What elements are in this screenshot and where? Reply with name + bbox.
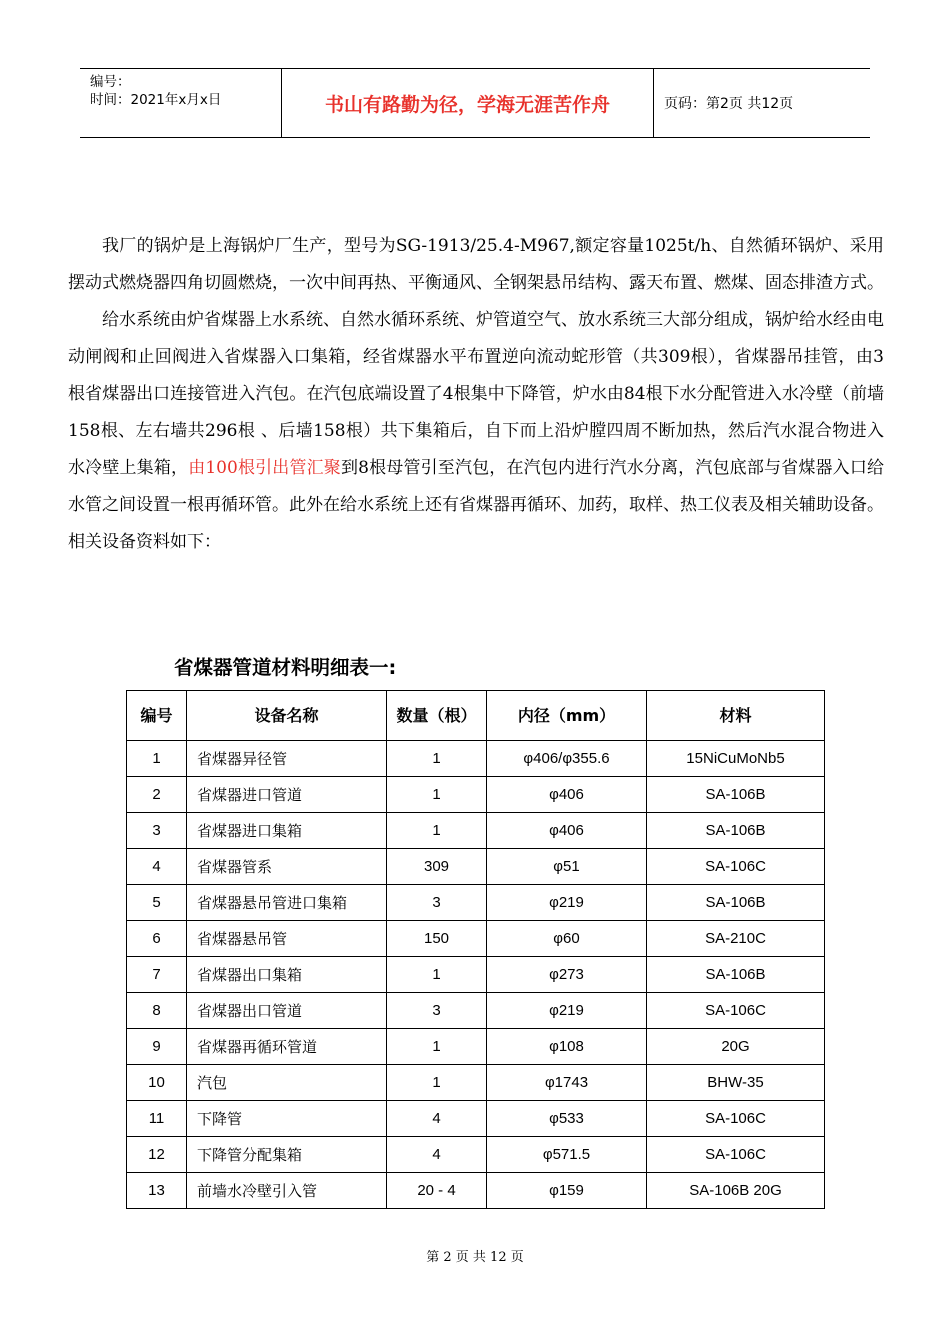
cell-quantity: 4 [387, 1137, 487, 1173]
table-row [127, 921, 825, 957]
cell-equipment-name: 下降管分配集箱 [187, 1137, 387, 1173]
cell-number: 7 [127, 957, 187, 993]
header-motto: 书山有路勤为径，学海无涯苦作舟 [282, 69, 654, 137]
table-row [127, 1065, 825, 1101]
cell-equipment-name: 下降管 [187, 1101, 387, 1137]
cell-equipment-name: 省煤器异径管 [187, 741, 387, 777]
time-label: 时间：2021年x月x日 [90, 92, 222, 108]
cell-material: 15NiCuMoNb5 [647, 741, 825, 777]
cell-material: SA-106B [647, 777, 825, 813]
cell-inner-diameter: φ406/φ355.6 [487, 741, 647, 777]
table-row [127, 813, 825, 849]
cell-equipment-name: 省煤器出口管道 [187, 993, 387, 1029]
paragraph-2-highlight: 由100根引出管汇聚 [188, 458, 341, 478]
table-title: 省煤器管道材料明细表一: [174, 656, 397, 679]
header-equipment-name: 设备名称 [187, 691, 387, 741]
table-row [127, 1173, 825, 1209]
header-inner-diameter: 内径（mm） [487, 691, 647, 741]
cell-number: 10 [127, 1065, 187, 1101]
cell-inner-diameter: φ219 [487, 993, 647, 1029]
cell-equipment-name: 省煤器悬吊管进口集箱 [187, 885, 387, 921]
table-row [127, 957, 825, 993]
header-material: 材料 [647, 691, 825, 741]
cell-equipment-name: 汽包 [187, 1065, 387, 1101]
cell-inner-diameter: φ108 [487, 1029, 647, 1065]
cell-inner-diameter: φ51 [487, 849, 647, 885]
cell-number: 11 [127, 1101, 187, 1137]
cell-quantity: 3 [387, 993, 487, 1029]
cell-equipment-name: 省煤器出口集箱 [187, 957, 387, 993]
cell-quantity: 3 [387, 885, 487, 921]
cell-material: SA-210C [647, 921, 825, 957]
cell-quantity: 4 [387, 1101, 487, 1137]
paragraph-2 [68, 302, 884, 561]
number-label: 编号： [90, 74, 131, 90]
cell-material: 20G [647, 1029, 825, 1065]
header-page-info: 页码：第2页 共12页 [664, 96, 794, 112]
cell-number: 1 [127, 741, 187, 777]
cell-quantity: 150 [387, 921, 487, 957]
cell-number: 3 [127, 813, 187, 849]
cell-inner-diameter: φ1743 [487, 1065, 647, 1101]
cell-inner-diameter: φ406 [487, 813, 647, 849]
page-header [80, 68, 870, 138]
table-header-row [127, 691, 825, 741]
cell-inner-diameter: φ159 [487, 1173, 647, 1209]
table-row [127, 1137, 825, 1173]
header-number: 编号 [127, 691, 187, 741]
cell-inner-diameter: φ533 [487, 1101, 647, 1137]
cell-material: SA-106B [647, 885, 825, 921]
cell-number: 2 [127, 777, 187, 813]
cell-number: 4 [127, 849, 187, 885]
table-row [127, 849, 825, 885]
cell-number: 6 [127, 921, 187, 957]
page-footer: 第 2 页 共 12 页 [426, 1250, 524, 1265]
cell-inner-diameter: φ571.5 [487, 1137, 647, 1173]
cell-material: SA-106B [647, 813, 825, 849]
cell-equipment-name: 省煤器管系 [187, 849, 387, 885]
cell-number: 12 [127, 1137, 187, 1173]
cell-equipment-name: 前墙水冷壁引入管 [187, 1173, 387, 1209]
table-row [127, 1029, 825, 1065]
paragraph-1: 我厂的锅炉是上海锅炉厂生产，型号为SG-1913/25.4-M967,额定容量1025t/h、自然循环锅炉、采用摆动式燃烧器四角切圆燃烧，一次中间再热、平衡通风、全钢架悬吊结构、露天布置、燃煤、固态排渣方式。 [68, 236, 884, 293]
cell-inner-diameter: φ406 [487, 777, 647, 813]
header-meta [80, 69, 282, 137]
cell-equipment-name: 省煤器进口集箱 [187, 813, 387, 849]
cell-equipment-name: 省煤器再循环管道 [187, 1029, 387, 1065]
cell-quantity: 1 [387, 1029, 487, 1065]
cell-material: SA-106B [647, 957, 825, 993]
cell-equipment-name: 省煤器进口管道 [187, 777, 387, 813]
cell-quantity: 1 [387, 777, 487, 813]
cell-material: SA-106C [647, 993, 825, 1029]
cell-quantity: 1 [387, 813, 487, 849]
header-quantity: 数量（根） [387, 691, 487, 741]
cell-number: 13 [127, 1173, 187, 1209]
cell-equipment-name: 省煤器悬吊管 [187, 921, 387, 957]
paragraph-2-part-b: 到8根母管引至汽包，在汽包内进行汽水分离，汽包底部与省煤器入口给水管之间设置一根再循环管。此外在给水系统上还有省煤器再循环、加药，取样、热工仪表及相关辅助设备。相关设备资料如下： [68, 458, 885, 552]
material-table [126, 690, 825, 1209]
cell-material: SA-106B 20G [647, 1173, 825, 1209]
cell-quantity: 1 [387, 957, 487, 993]
table-body [127, 741, 825, 1209]
table-row [127, 741, 825, 777]
cell-number: 9 [127, 1029, 187, 1065]
cell-quantity: 20 - 4 [387, 1173, 487, 1209]
cell-material: BHW-35 [647, 1065, 825, 1101]
cell-number: 5 [127, 885, 187, 921]
cell-quantity: 1 [387, 1065, 487, 1101]
table-row [127, 1101, 825, 1137]
cell-number: 8 [127, 993, 187, 1029]
body-text [68, 228, 884, 561]
cell-quantity: 309 [387, 849, 487, 885]
cell-quantity: 1 [387, 741, 487, 777]
table-row [127, 993, 825, 1029]
paragraph-2-part-a: 给水系统由炉省煤器上水系统、自然水循环系统、炉管道空气、放水系统三大部分组成，锅炉给水经由电动闸阀和止回阀进入省煤器入口集箱，经省煤器水平布置逆向流动蛇形管（共309根），省煤器吊挂管，由3根省煤器出口连接管进入汽包。在汽包底端设置了4根集中下降管，炉水由84根下水分配管进入水冷壁（前墙158根、左右墙共296根 、后墙158根）共下集箱后，自下而上沿炉膛四周不断加热，然后汽水混合物进入水冷壁上集箱， [68, 310, 884, 478]
cell-material: SA-106C [647, 1137, 825, 1173]
cell-material: SA-106C [647, 849, 825, 885]
cell-inner-diameter: φ60 [487, 921, 647, 957]
cell-inner-diameter: φ273 [487, 957, 647, 993]
table-row [127, 885, 825, 921]
cell-inner-diameter: φ219 [487, 885, 647, 921]
cell-material: SA-106C [647, 1101, 825, 1137]
table-row [127, 777, 825, 813]
